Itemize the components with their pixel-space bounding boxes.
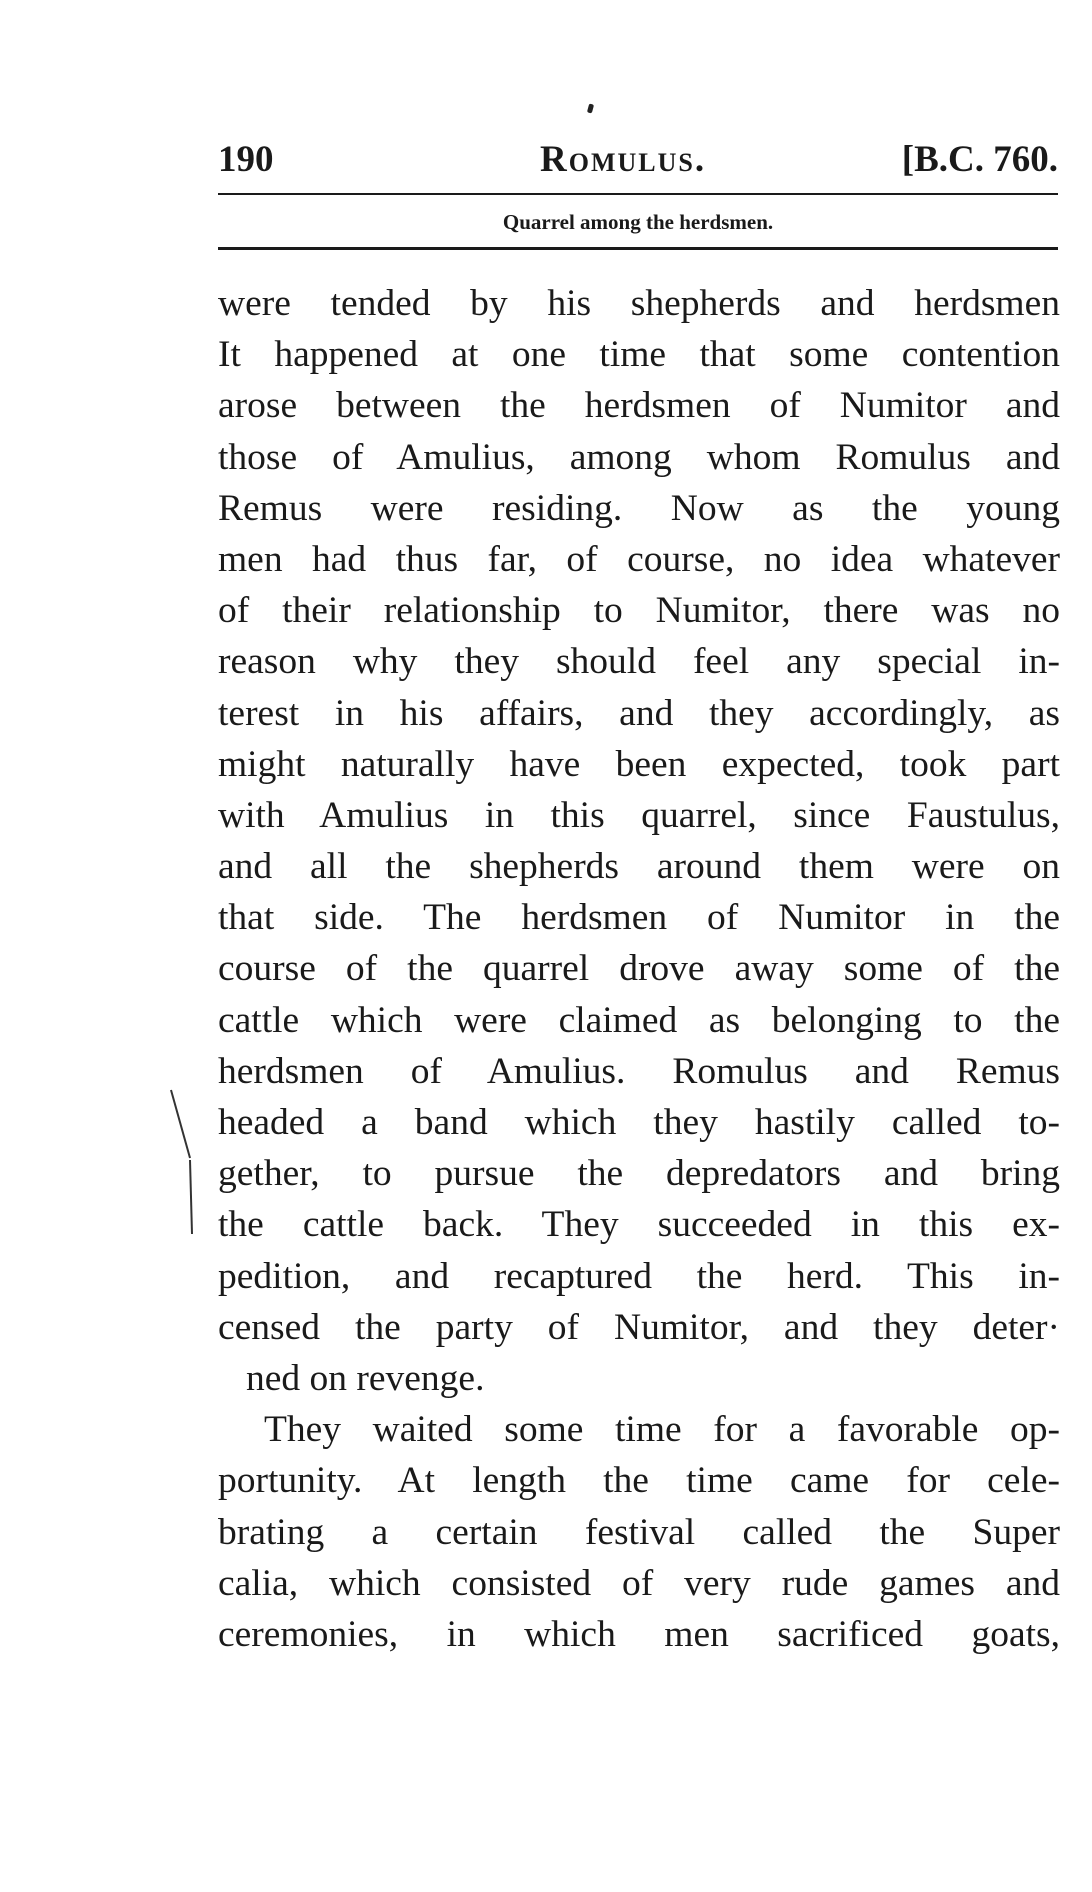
text-line: herdsmen of Amulius. Romulus and Remus (218, 1050, 1060, 1092)
text-line: It happened at one time that some contention (218, 334, 1060, 376)
text-line: portunity. At length the time came for cele- (218, 1460, 1060, 1502)
body-text (218, 278, 1060, 1660)
text-line: ceremonies, in which men sacrificed goats, (218, 1613, 1060, 1655)
text-line: the cattle back. They succeeded in this ex- (218, 1204, 1060, 1246)
text-line: might naturally have been expected, took part (218, 743, 1060, 785)
text-line: Remus were residing. Now as the young (218, 487, 1060, 529)
header-rule-top (218, 193, 1058, 195)
section-subheading: Quarrel among the herdsmen. (502, 210, 774, 234)
text-line: brating a certain festival called the Super (218, 1511, 1060, 1553)
text-line: terest in his affairs, and they accordingly, as (218, 692, 1060, 734)
text-line: ned on revenge. (246, 1357, 485, 1399)
text-line: reason why they should feel any special in- (218, 641, 1060, 683)
text-line: those of Amulius, among whom Romulus and (218, 436, 1060, 478)
text-line: They waited some time for a favorable op- (264, 1409, 1060, 1451)
text-line: calia, which consisted of very rude games and (218, 1562, 1060, 1604)
text-line: gether, to pursue the depredators and bring (218, 1153, 1060, 1195)
page-date: [B.C. 760. (901, 139, 1058, 180)
text-line: censed the party of Numitor, and they deter· (218, 1306, 1060, 1348)
text-line: cattle which were claimed as belonging to the (218, 999, 1060, 1041)
text-line: men had thus far, of course, no idea whatever (218, 538, 1060, 580)
header-rule-bottom (218, 247, 1058, 250)
text-line: that side. The herdsmen of Numitor in the (218, 897, 1060, 939)
text-line: and all the shepherds around them were on (218, 846, 1060, 888)
text-line: pedition, and recaptured the herd. This in- (218, 1255, 1060, 1297)
text-line: with Amulius in this quarrel, since Faustulus, (218, 794, 1060, 836)
page-number: 190 (218, 139, 274, 180)
text-line: headed a band which they hastily called to- (218, 1102, 1060, 1143)
running-head (218, 138, 1058, 182)
ink-speck (587, 104, 594, 114)
text-line: were tended by his shepherds and herdsmen (218, 283, 1060, 324)
page-title: Romulus. (540, 139, 707, 180)
text-line: of their relationship to Numitor, there was no (218, 590, 1060, 632)
margin-pencil-mark (168, 1088, 208, 1238)
text-line: course of the quarrel drove away some of the (218, 948, 1060, 990)
text-line: arose between the herdsmen of Numitor and (218, 385, 1060, 427)
